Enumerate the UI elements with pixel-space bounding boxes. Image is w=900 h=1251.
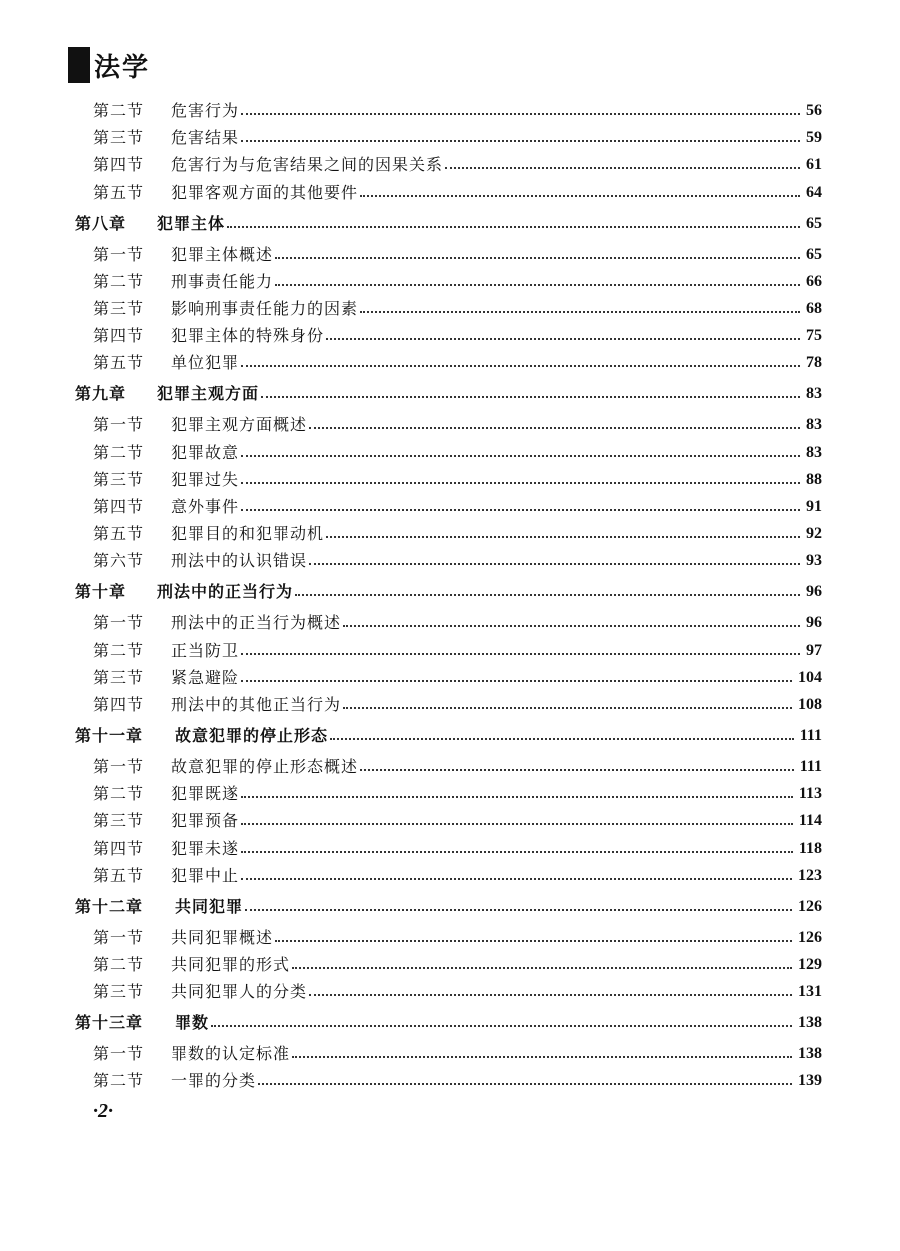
- dot-leader: [241, 653, 800, 655]
- section-label: 第四节: [93, 838, 145, 858]
- toc-page-number: 83: [806, 385, 822, 403]
- toc-section-row[interactable]: [93, 493, 822, 521]
- toc-page-number: 111: [799, 758, 822, 775]
- toc-section-row[interactable]: [93, 349, 822, 377]
- dot-leader: [309, 994, 792, 996]
- section-label: 第四节: [93, 155, 145, 175]
- toc-page-number: 138: [798, 1045, 822, 1063]
- dot-leader: [326, 338, 800, 340]
- toc-page-number: 83: [806, 416, 822, 434]
- toc-chapter-row[interactable]: [75, 1009, 822, 1037]
- toc-page-number: 96: [806, 614, 822, 632]
- section-title: 刑事责任能力: [171, 271, 274, 291]
- dot-leader: [309, 427, 800, 429]
- toc-page-number: 59: [806, 129, 822, 147]
- toc-page-number: 97: [806, 641, 822, 659]
- section-title: 正当防卫: [171, 640, 240, 660]
- chapter-title: 罪数: [175, 1013, 210, 1033]
- toc-section-row[interactable]: [93, 411, 822, 439]
- toc-page-number: 114: [798, 812, 822, 830]
- section-title: 犯罪中止: [171, 865, 240, 885]
- dot-leader: [241, 482, 800, 484]
- toc-page-number: 75: [806, 327, 822, 345]
- section-title: 单位犯罪: [171, 353, 240, 373]
- dot-leader: [292, 1056, 792, 1058]
- toc-section-row[interactable]: [93, 124, 822, 152]
- section-title: 犯罪过失: [171, 469, 240, 489]
- dot-leader: [245, 909, 792, 911]
- section-title: 犯罪预备: [171, 811, 240, 831]
- section-title: 刑法中的认识错误: [171, 551, 308, 571]
- chapter-label: 第九章: [75, 384, 127, 404]
- toc-section-row[interactable]: [93, 609, 822, 637]
- section-label: 第二节: [93, 271, 145, 291]
- section-title: 犯罪故意: [171, 442, 240, 462]
- dot-leader: [360, 769, 794, 771]
- toc-section-row[interactable]: [93, 780, 822, 808]
- section-label: 第一节: [93, 757, 145, 776]
- toc-page-number: 64: [806, 183, 822, 201]
- section-title: 故意犯罪的停止形态概述: [171, 757, 359, 776]
- dot-leader: [275, 257, 800, 259]
- toc-section-row[interactable]: [93, 664, 822, 692]
- section-label: 第二节: [93, 784, 145, 804]
- dot-leader: [275, 284, 800, 286]
- toc-section-row[interactable]: [93, 978, 822, 1006]
- section-label: 第一节: [93, 415, 145, 435]
- toc-section-row[interactable]: [93, 753, 822, 781]
- chapter-title: 犯罪主体: [157, 213, 226, 233]
- chapter-title: 共同犯罪: [175, 896, 244, 916]
- dot-leader: [330, 738, 794, 740]
- section-label: 第五节: [93, 182, 145, 202]
- section-title: 共同犯罪人的分类: [171, 982, 308, 1002]
- section-title: 犯罪未遂: [171, 838, 240, 858]
- section-label: 第一节: [93, 244, 145, 264]
- toc-page-number: 108: [798, 696, 822, 713]
- section-title: 犯罪目的和犯罪动机: [171, 524, 325, 544]
- dot-leader: [360, 311, 800, 313]
- section-label: 第三节: [93, 811, 145, 831]
- section-label: 第六节: [93, 551, 145, 571]
- section-label: 第二节: [93, 1071, 145, 1091]
- dot-leader: [261, 396, 800, 398]
- section-label: 第四节: [93, 695, 145, 714]
- chapter-label: 第十章: [75, 582, 127, 602]
- toc-section-row[interactable]: [93, 179, 822, 207]
- dot-leader: [241, 878, 792, 880]
- dot-leader: [343, 707, 792, 709]
- section-title: 一罪的分类: [171, 1071, 257, 1091]
- section-label: 第三节: [93, 128, 145, 148]
- chapter-label: 第十二章: [75, 896, 144, 916]
- toc-chapter-row[interactable]: [75, 380, 822, 408]
- dot-leader: [241, 140, 800, 142]
- chapter-label: 第十一章: [75, 726, 144, 745]
- dot-leader: [326, 536, 800, 538]
- dot-leader: [292, 967, 792, 969]
- toc-page-number: 78: [806, 354, 822, 372]
- dot-leader: [241, 796, 793, 798]
- page-number: ·2·: [93, 1100, 113, 1122]
- toc-chapter-row[interactable]: [75, 722, 822, 750]
- section-label: 第三节: [93, 667, 145, 687]
- section-label: 第五节: [93, 524, 145, 544]
- toc-page-number: 126: [798, 897, 822, 915]
- toc-page-number: 83: [806, 443, 822, 461]
- toc-section-row[interactable]: [93, 322, 822, 350]
- dot-leader: [275, 940, 792, 942]
- toc-page-number: 118: [798, 839, 822, 857]
- dot-leader: [241, 113, 800, 115]
- section-title: 共同犯罪的形式: [171, 955, 291, 974]
- chapter-title: 刑法中的正当行为: [157, 582, 294, 602]
- toc-page-number: 91: [806, 498, 822, 515]
- section-label: 第一节: [93, 613, 145, 633]
- section-label: 第五节: [93, 865, 145, 885]
- toc-section-row[interactable]: [93, 151, 822, 179]
- section-title: 犯罪既遂: [171, 784, 240, 804]
- toc-page-number: 93: [806, 552, 822, 570]
- section-label: 第一节: [93, 1044, 145, 1064]
- dot-leader: [241, 680, 792, 682]
- toc-section-row[interactable]: [93, 637, 822, 665]
- section-title: 意外事件: [171, 497, 240, 516]
- toc-section-row[interactable]: [93, 268, 822, 296]
- header-block-mark: [68, 47, 90, 83]
- section-label: 第二节: [93, 640, 145, 660]
- chapter-label: 第十三章: [75, 1013, 144, 1033]
- section-title: 犯罪主体的特殊身份: [171, 326, 325, 346]
- section-label: 第二节: [93, 101, 145, 120]
- toc-page-number: 111: [799, 727, 822, 744]
- section-title: 犯罪主体概述: [171, 244, 274, 264]
- dot-leader: [227, 226, 800, 228]
- toc-page-number: 129: [798, 956, 822, 973]
- page-header: [68, 45, 150, 85]
- toc-page-number: 92: [806, 525, 822, 543]
- dot-leader: [241, 509, 800, 511]
- section-title: 刑法中的正当行为概述: [171, 613, 342, 633]
- dot-leader: [360, 195, 800, 197]
- toc-section-row[interactable]: [93, 862, 822, 890]
- toc-section-row[interactable]: [93, 439, 822, 467]
- section-title: 危害结果: [171, 128, 240, 148]
- dot-leader: [309, 563, 800, 565]
- chapter-title: 故意犯罪的停止形态: [175, 726, 329, 745]
- toc-section-row[interactable]: [93, 1067, 822, 1095]
- section-label: 第四节: [93, 326, 145, 346]
- section-title: 共同犯罪概述: [171, 927, 274, 947]
- section-title: 危害行为: [171, 101, 240, 120]
- toc-section-row[interactable]: [93, 924, 822, 952]
- toc-page-number: 65: [806, 214, 822, 232]
- toc-page-number: 66: [806, 272, 822, 290]
- dot-leader: [241, 823, 793, 825]
- toc-chapter-row[interactable]: [75, 578, 822, 606]
- toc-page-number: 138: [798, 1014, 822, 1032]
- section-title: 刑法中的其他正当行为: [171, 695, 342, 714]
- section-label: 第五节: [93, 353, 145, 373]
- toc-page-number: 139: [798, 1072, 822, 1090]
- section-label: 第三节: [93, 469, 145, 489]
- section-title: 紧急避险: [171, 667, 240, 687]
- chapter-title: 犯罪主观方面: [157, 384, 260, 404]
- toc-page-number: 88: [806, 470, 822, 488]
- chapter-label: 第八章: [75, 213, 127, 233]
- toc-page-number: 131: [798, 983, 822, 1001]
- toc-section-row[interactable]: [93, 1040, 822, 1068]
- toc-section-row[interactable]: [93, 835, 822, 863]
- toc-page-number: 56: [806, 102, 822, 119]
- toc-chapter-row[interactable]: [75, 210, 822, 238]
- section-label: 第四节: [93, 497, 145, 516]
- dot-leader: [295, 594, 800, 596]
- toc-section-row[interactable]: [93, 547, 822, 575]
- toc-section-row[interactable]: [93, 97, 822, 125]
- section-title: 影响刑事责任能力的因素: [171, 299, 359, 318]
- toc-section-row[interactable]: [93, 520, 822, 548]
- toc-page-number: 61: [806, 156, 822, 174]
- dot-leader: [241, 365, 800, 367]
- toc-page-number: 123: [798, 866, 822, 884]
- toc-page-number: 96: [806, 583, 822, 601]
- toc-page-number: 126: [798, 928, 822, 946]
- dot-leader: [241, 851, 793, 853]
- section-label: 第三节: [93, 982, 145, 1002]
- section-title: 犯罪客观方面的其他要件: [171, 182, 359, 202]
- dot-leader: [445, 167, 800, 169]
- toc-section-row[interactable]: [93, 951, 822, 979]
- section-label: 第一节: [93, 927, 145, 947]
- toc-page-number: 65: [806, 245, 822, 263]
- dot-leader: [343, 625, 800, 627]
- section-title: 犯罪主观方面概述: [171, 415, 308, 435]
- toc-page-number: 113: [798, 785, 822, 803]
- section-title: 罪数的认定标准: [171, 1044, 291, 1064]
- toc-page-number: 68: [806, 300, 822, 317]
- toc-section-row[interactable]: [93, 241, 822, 269]
- toc-section-row[interactable]: [93, 295, 822, 323]
- section-label: 第二节: [93, 442, 145, 462]
- toc-page-number: 104: [798, 668, 822, 686]
- section-label: 第二节: [93, 955, 145, 974]
- toc-section-row[interactable]: [93, 807, 822, 835]
- section-title: 危害行为与危害结果之间的因果关系: [171, 155, 444, 175]
- dot-leader: [211, 1025, 792, 1027]
- dot-leader: [258, 1083, 792, 1085]
- toc-chapter-row[interactable]: [75, 893, 822, 921]
- header-title: 法学: [94, 52, 151, 83]
- section-label: 第三节: [93, 299, 145, 318]
- toc-section-row[interactable]: [93, 691, 822, 719]
- dot-leader: [241, 455, 800, 457]
- toc-section-row[interactable]: [93, 466, 822, 494]
